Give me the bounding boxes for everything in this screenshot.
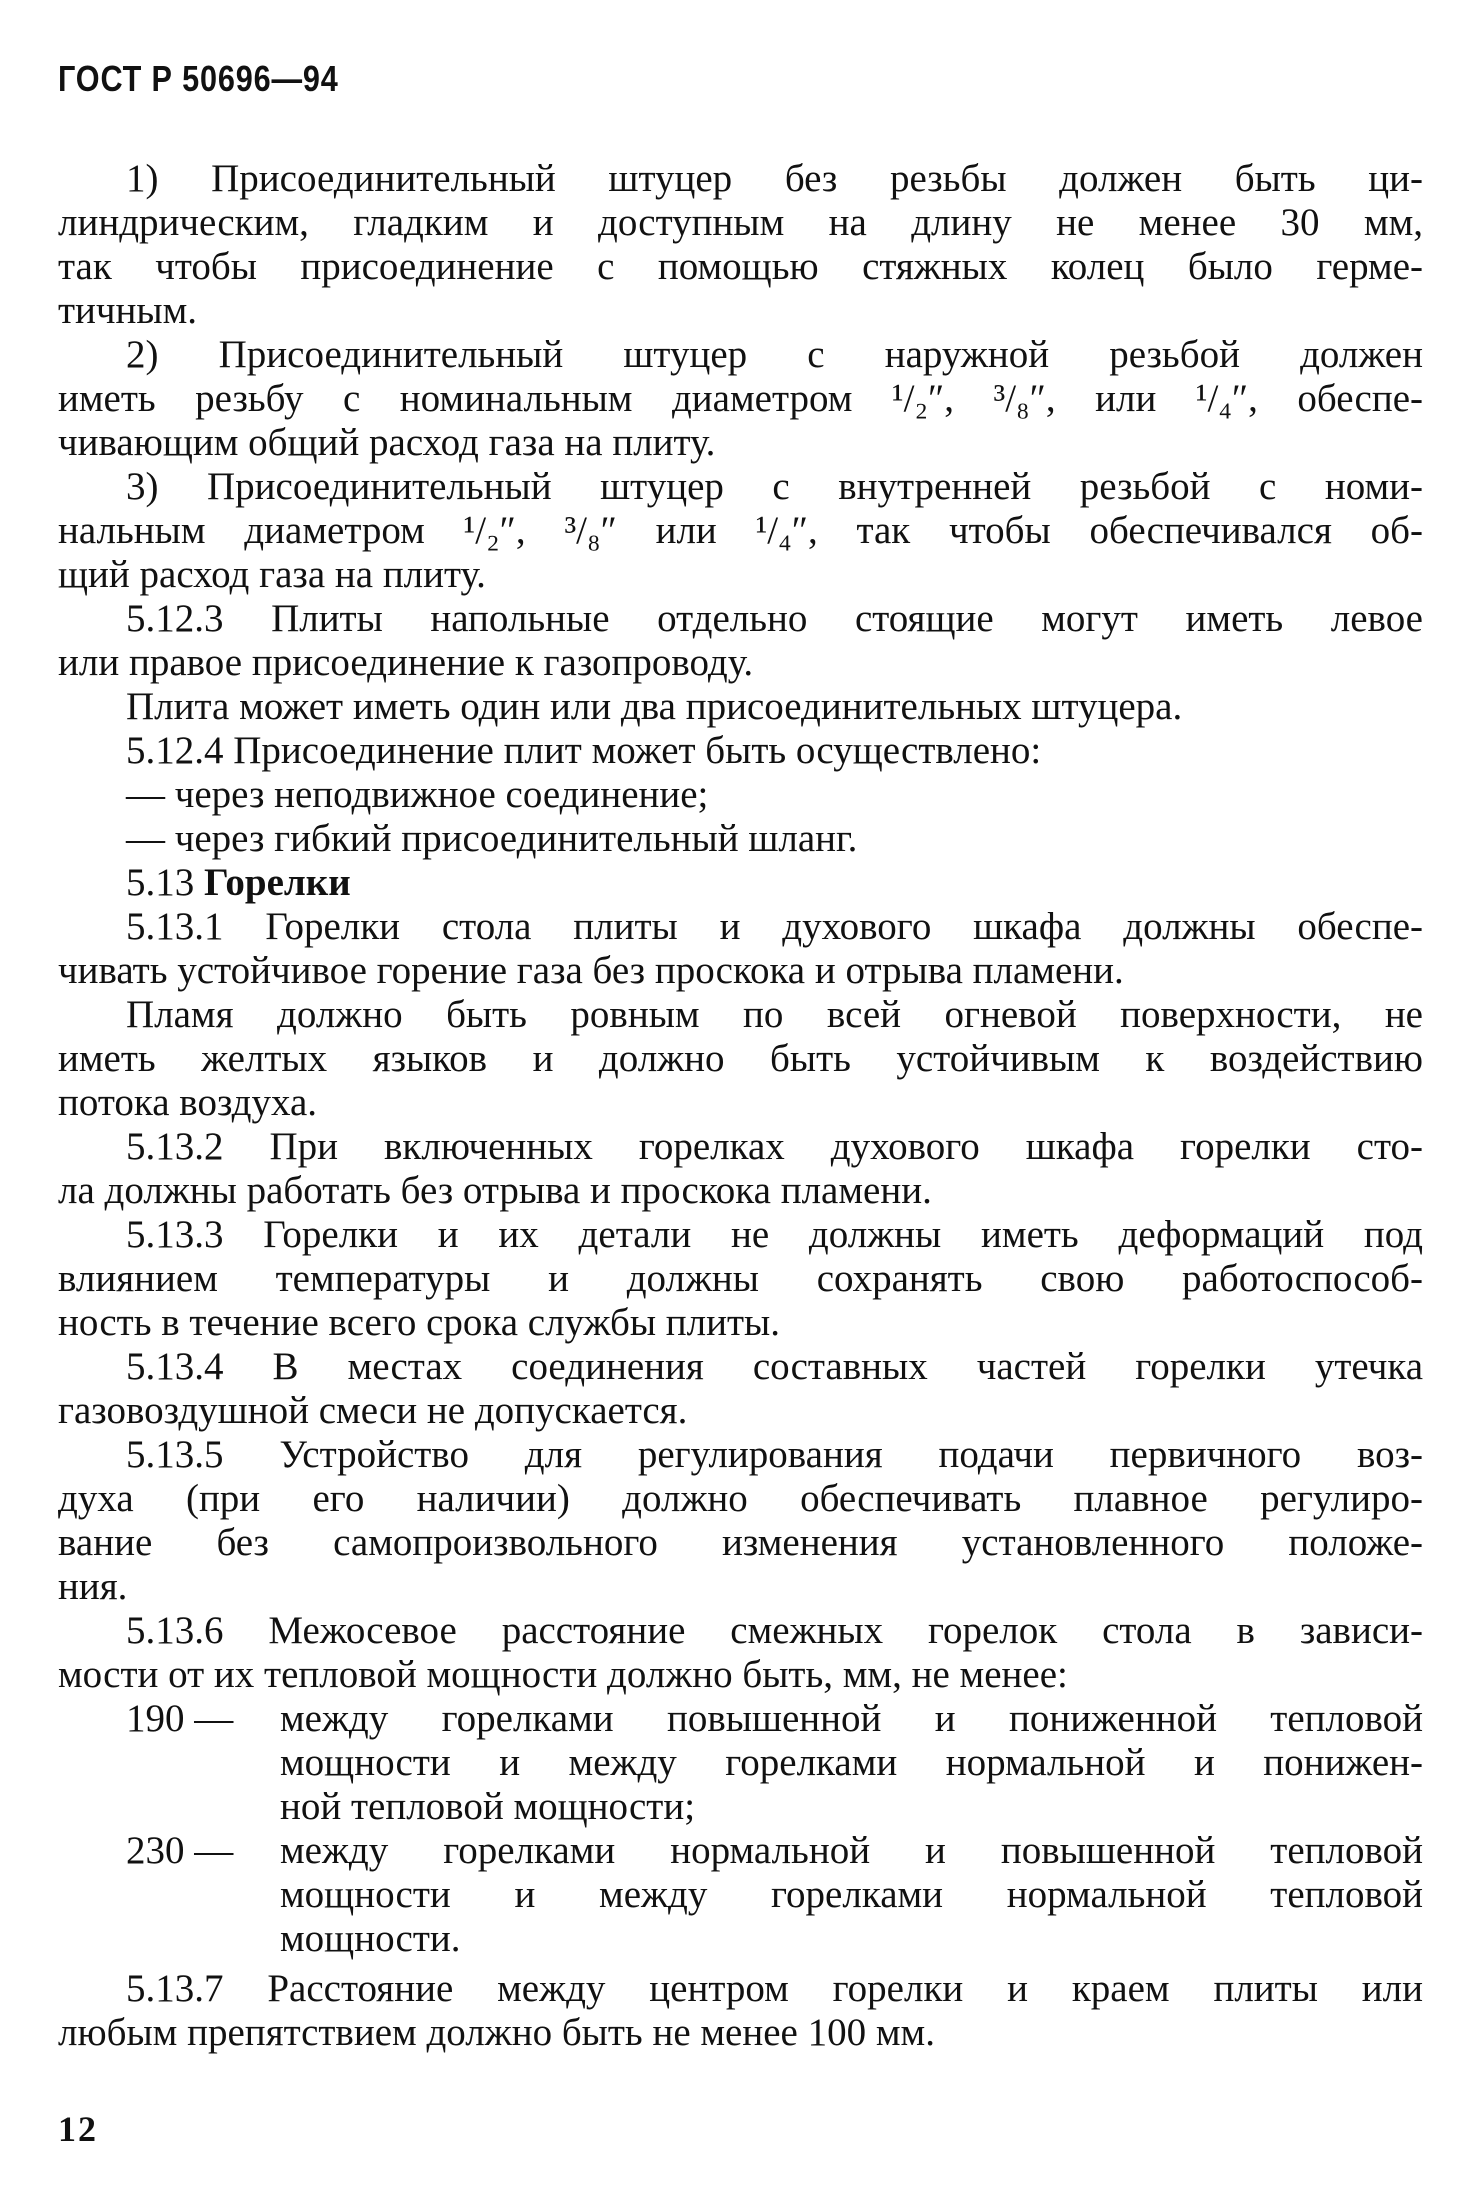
text-line: влиянием температуры и должны сохранять свою работоспособ- [58, 1257, 1423, 1300]
text-line: чивать устойчивое горение газа без проскока и отрыва пламени. [58, 949, 1124, 992]
text-line: тичным. [58, 289, 198, 332]
text-line: Плита может иметь один или два присоединительных штуцера. [126, 685, 1183, 728]
paragraph [58, 729, 1423, 773]
text-line: чивающим общий расход газа на плиту. [58, 421, 716, 464]
text-line: мости от их тепловой мощности должно быть, мм, не менее: [58, 1653, 1068, 1696]
section-heading [58, 861, 1423, 905]
text-line: мощности. [280, 1917, 461, 1960]
paragraph [58, 773, 1423, 817]
text-line: ния. [58, 1565, 128, 1608]
text-line: ность в течение всего срока службы плиты. [58, 1301, 780, 1344]
text-line: вание без самопроизвольного изменения установленного положе- [58, 1521, 1423, 1564]
paragraph [58, 465, 1423, 597]
paragraph [58, 157, 1423, 333]
text-line: — через неподвижное соединение; [126, 773, 709, 816]
paragraph [58, 993, 1423, 1125]
text-line: 1) Присоединительный штуцер без резьбы должен быть ци- [126, 157, 1423, 200]
paragraph [58, 1345, 1423, 1433]
paragraph [58, 817, 1423, 861]
list-item [58, 1697, 1423, 1829]
text-line: мощности и между горелками нормальной тепловой [280, 1873, 1423, 1916]
text-line: между горелками повышенной и пониженной тепловой [280, 1697, 1423, 1740]
text-line: щий расход газа на плиту. [58, 553, 486, 596]
list-item-number: 190 — [126, 1697, 234, 1740]
text-line: 5.13.4 В местах соединения составных частей горелки утечка [126, 1345, 1423, 1388]
text-line: потока воздуха. [58, 1081, 318, 1124]
text-line: 5.13.7 Расстояние между центром горелки и краем плиты или [126, 1967, 1423, 2010]
text-line: мощности и между горелками нормальной и понижен- [280, 1741, 1423, 1784]
text-line: иметь резьбу с номинальным диаметром ¹/₂″, ³/₈″, или ¹/₄″, обеспе- [58, 377, 1423, 420]
paragraph [58, 1609, 1423, 1697]
text-line: духа (при его наличии) должно обеспечивать плавное регулиро- [58, 1477, 1423, 1520]
text-line: линдрическим, гладким и доступным на длину не менее 30 мм, [58, 201, 1423, 244]
text-line: или правое присоединение к газопроводу. [58, 641, 754, 684]
text-line: так чтобы присоединение с помощью стяжных колец было герме- [58, 245, 1423, 288]
paragraph [58, 905, 1423, 993]
text-line: 5.13.2 При включенных горелках духового шкафа горелки сто- [126, 1125, 1423, 1168]
text-line: 3) Присоединительный штуцер с внутренней резьбой с номи- [126, 465, 1423, 508]
paragraph [58, 685, 1423, 729]
text-line: 5.13.3 Горелки и их детали не должны иметь деформаций под [126, 1213, 1423, 1256]
paragraph [58, 597, 1423, 685]
text-line: любым препятствием должно быть не менее 100 мм. [58, 2011, 935, 2054]
document-header: ГОСТ Р 50696—94 [58, 58, 339, 99]
text-line: ла должны работать без отрыва и проскока пламени. [58, 1169, 932, 1212]
text-line: 5.13.1 Горелки стола плиты и духового шкафа должны обеспе- [126, 905, 1423, 948]
paragraph [58, 333, 1423, 465]
list-item-number: 230 — [126, 1829, 234, 1872]
paragraph [58, 1213, 1423, 1345]
text-line: иметь желтых языков и должно быть устойчивым к воздействию [58, 1037, 1423, 1080]
paragraph [58, 1967, 1423, 2055]
list-item [58, 1829, 1423, 1961]
paragraph [58, 1433, 1423, 1609]
text-line: 5.13.5 Устройство для регулирования подачи первичного воз- [126, 1433, 1423, 1476]
text-line: 5.13.6 Межосевое расстояние смежных горелок стола в зависи- [126, 1609, 1423, 1652]
text-line: — через гибкий присоединительный шланг. [126, 817, 858, 860]
section-title: Горелки [204, 861, 351, 904]
page-number: 12 [58, 2109, 98, 2149]
text-line: Пламя должно быть ровным по всей огневой поверхности, не [126, 993, 1423, 1036]
text-line: 5.12.3 Плиты напольные отдельно стоящие могут иметь левое [126, 597, 1423, 640]
section-number: 5.13 [126, 861, 195, 904]
paragraph [58, 1125, 1423, 1213]
text-line: 2) Присоединительный штуцер с наружной резьбой должен [126, 333, 1423, 376]
text-line: ной тепловой мощности; [280, 1785, 696, 1828]
text-line: газовоздушной смеси не допускается. [58, 1389, 688, 1432]
text-line: 5.12.4 Присоединение плит может быть осуществлено: [126, 729, 1042, 772]
text-line: нальным диаметром ¹/₂″, ³/₈″ или ¹/₄″, так чтобы обеспечивался об- [58, 509, 1423, 552]
document-body [58, 157, 1423, 2055]
text-line: между горелками нормальной и повышенной тепловой [280, 1829, 1423, 1872]
